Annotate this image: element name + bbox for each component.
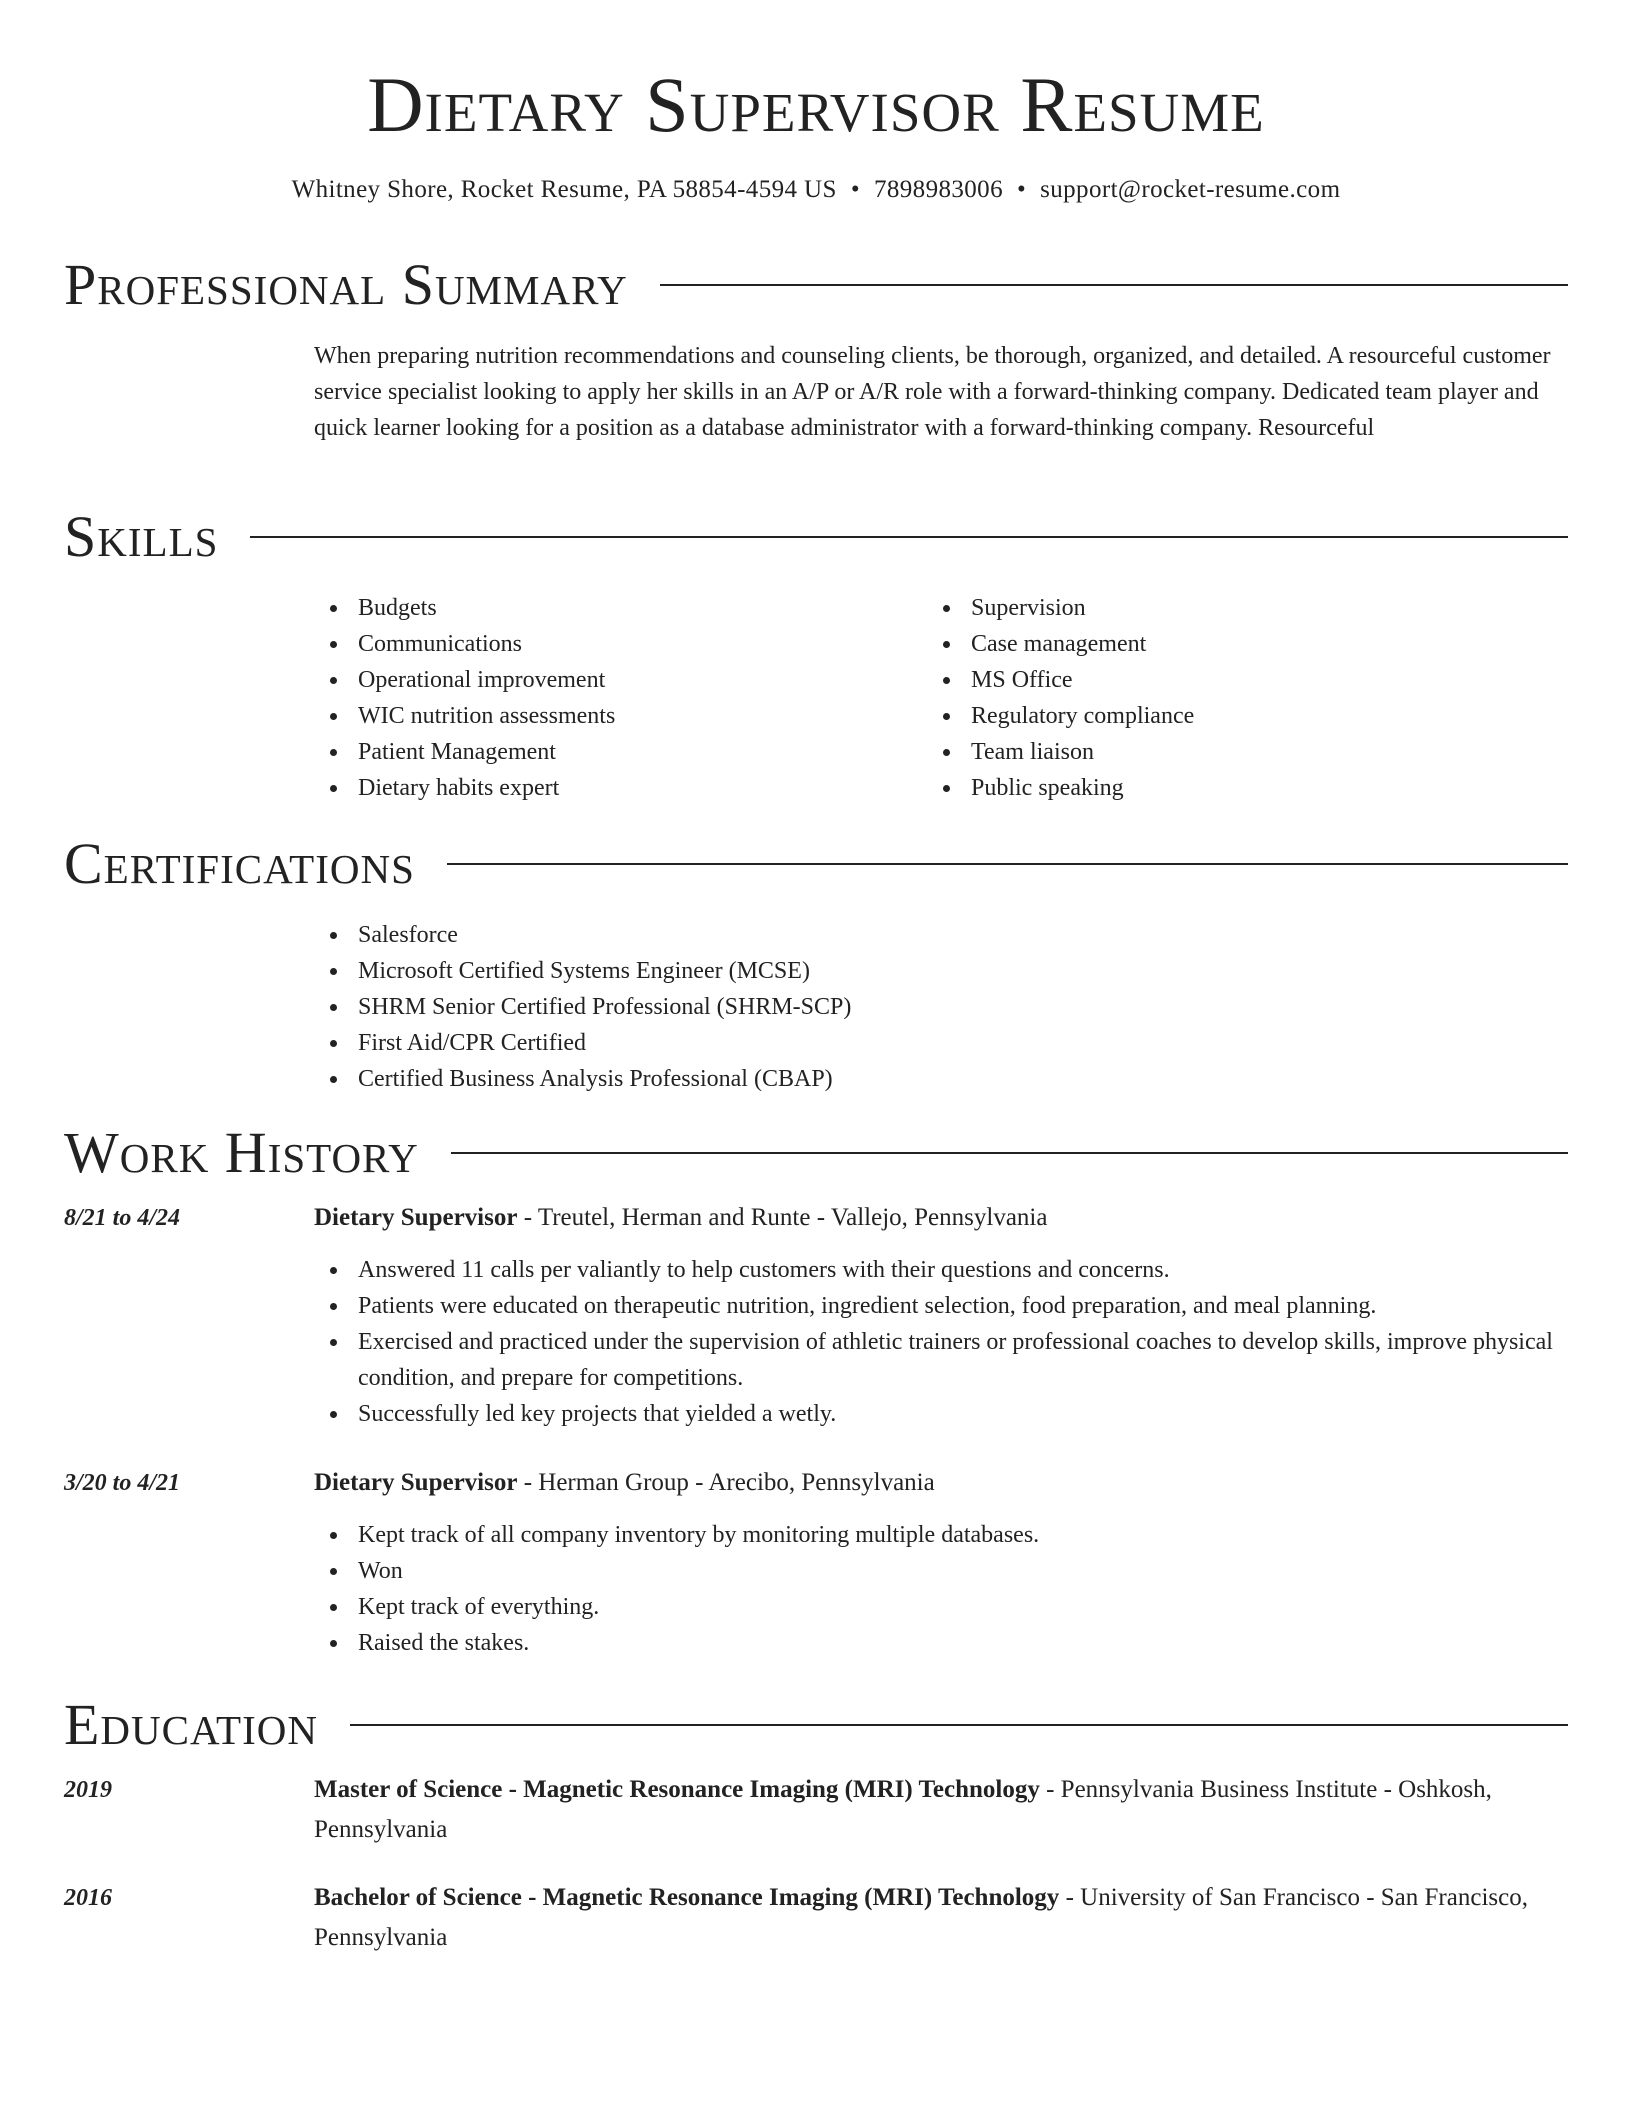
section-title-skills: Skills <box>64 504 219 569</box>
certification-item: Microsoft Certified Systems Engineer (MCSE) <box>314 953 1514 989</box>
education-year: 2016 <box>64 1885 112 1911</box>
section-header-skills <box>64 502 1568 572</box>
job-responsibilities <box>314 1252 1564 1432</box>
job-bullet: Kept track of all company inventory by monitoring multiple databases. <box>314 1517 1564 1553</box>
certification-item: Certified Business Analysis Professional (CBAP) <box>314 1061 1514 1097</box>
contact-email: support@rocket-resume.com <box>1040 176 1341 203</box>
education-school: - University of San Francisco - San Francisco, Pennsylvania <box>314 1884 1528 1951</box>
skill-item: Patient Management <box>314 734 914 770</box>
section-title-education: Education <box>64 1692 318 1757</box>
section-header-education <box>64 1690 1568 1760</box>
section-divider <box>451 1152 1568 1154</box>
skill-item: Dietary habits expert <box>314 770 914 806</box>
education-school: - Pennsylvania Business Institute - Oshkosh, Pennsylvania <box>314 1776 1492 1843</box>
job-heading <box>314 1463 1564 1503</box>
contact-phone: 7898983006 <box>873 176 1003 203</box>
job-bullet: Kept track of everything. <box>314 1589 1564 1625</box>
section-divider <box>660 284 1568 286</box>
education-entry <box>314 1770 1564 1850</box>
job-bullet: Answered 11 calls per valiantly to help customers with their questions and concerns. <box>314 1252 1564 1288</box>
contact-address: Whitney Shore, Rocket Resume, PA 58854-4594 US <box>291 176 837 203</box>
section-header-work-history <box>64 1118 1568 1188</box>
contact-separator: • <box>1016 176 1027 203</box>
education-degree: Master of Science - Magnetic Resonance Imaging (MRI) Technology <box>314 1776 1040 1803</box>
job-bullet: Successfully led key projects that yielded a wetly. <box>314 1396 1564 1432</box>
job-bullet: Won <box>314 1553 1564 1589</box>
skills-column-right <box>927 590 1527 806</box>
skill-item: MS Office <box>927 662 1527 698</box>
skills-column-left <box>314 590 914 806</box>
skill-item: Supervision <box>927 590 1527 626</box>
section-title-work-history: Work History <box>64 1120 419 1185</box>
resume-title: Dietary Supervisor Resume <box>367 61 1265 148</box>
job-bullet: Exercised and practiced under the supervision of athletic trainers or professional coaches to develop skills, improve physical condition, and prepare for competitions. <box>314 1324 1564 1396</box>
skill-item: Operational improvement <box>314 662 914 698</box>
skill-item: WIC nutrition assessments <box>314 698 914 734</box>
education-year: 2019 <box>64 1777 112 1803</box>
summary-text: When preparing nutrition recommendations and counseling clients, be thorough, organized, and detailed. A resourceful customer service specialist looking to apply her skills in an A/P or A/R role with a forward-thinking company. Dedicated team player and quick learner looking for a position as a database administrator with a forward-thinking company. Resourceful <box>314 343 1551 441</box>
education-entry <box>314 1878 1564 1958</box>
certification-item: SHRM Senior Certified Professional (SHRM-SCP) <box>314 989 1514 1025</box>
certification-item: First Aid/CPR Certified <box>314 1025 1514 1061</box>
skill-item: Case management <box>927 626 1527 662</box>
skill-item: Communications <box>314 626 914 662</box>
skill-item: Public speaking <box>927 770 1527 806</box>
contact-line <box>0 172 1632 208</box>
skill-item: Regulatory compliance <box>927 698 1527 734</box>
section-title-summary: Professional Summary <box>64 252 628 317</box>
section-divider <box>447 863 1568 865</box>
job-title: Dietary Supervisor <box>314 1204 518 1231</box>
job-employer: - Herman Group - Arecibo, Pennsylvania <box>517 1469 935 1496</box>
section-divider <box>350 1724 1568 1726</box>
job-dates: 8/21 to 4/24 <box>64 1205 181 1231</box>
job-bullet: Patients were educated on therapeutic nutrition, ingredient selection, food preparation, and meal planning. <box>314 1288 1564 1324</box>
job-employer: - Treutel, Herman and Runte - Vallejo, Pennsylvania <box>517 1204 1048 1231</box>
job-responsibilities <box>314 1517 1564 1661</box>
section-divider <box>250 536 1568 538</box>
section-header-certifications <box>64 829 1568 899</box>
job-dates: 3/20 to 4/21 <box>64 1470 181 1496</box>
skill-item: Team liaison <box>927 734 1527 770</box>
skill-item: Budgets <box>314 590 914 626</box>
job-heading <box>314 1198 1564 1238</box>
contact-separator: • <box>850 176 860 203</box>
certifications-list <box>314 917 1514 1097</box>
job-title: Dietary Supervisor <box>314 1469 518 1496</box>
job-bullet: Raised the stakes. <box>314 1625 1564 1661</box>
section-header-summary <box>64 250 1568 320</box>
education-degree: Bachelor of Science - Magnetic Resonance Imaging (MRI) Technology <box>314 1884 1060 1911</box>
section-title-certifications: Certifications <box>64 831 415 896</box>
certification-item: Salesforce <box>314 917 1514 953</box>
